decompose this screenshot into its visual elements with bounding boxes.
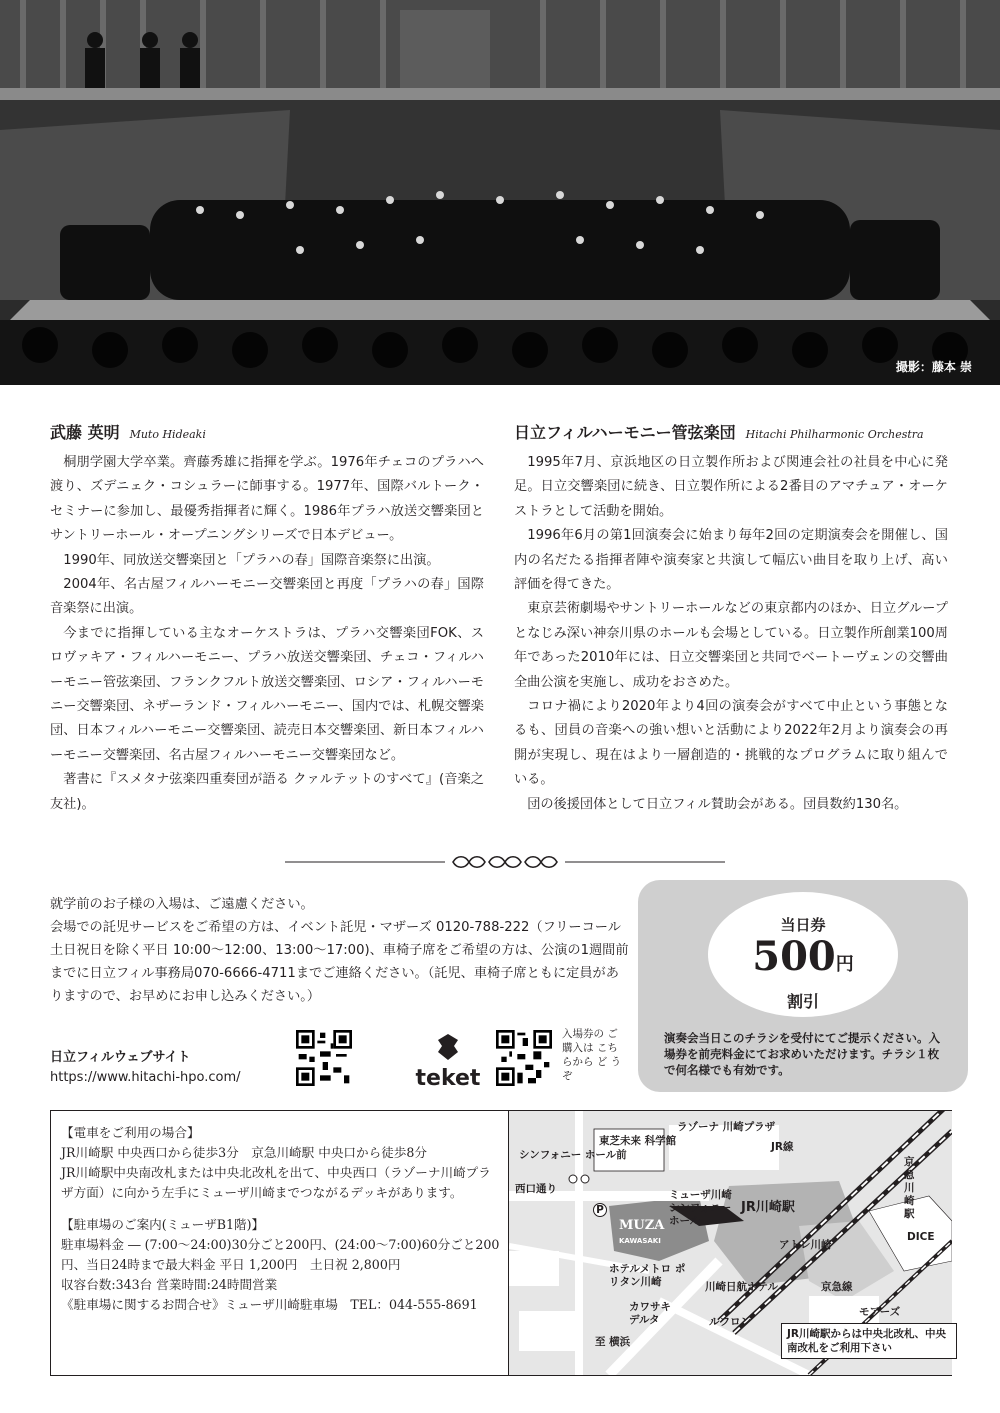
orchestra-heading — [514, 420, 948, 443]
access-box — [50, 1110, 952, 1376]
website-url[interactable]: https://www.hitachi-hpo.com/ — [50, 1070, 241, 1085]
website-title: 日立フィルウェブサイト — [50, 1050, 191, 1065]
map-label-parking: P — [593, 1203, 607, 1217]
map-label-atre: アトレ川崎 — [779, 1239, 832, 1251]
orchestra-paragraph: コロナ禍により2020年より4回の演奏会がすべて中止という事態となるも、団員の音楽への強い想いと活動により2022年2月より演奏会の再開が実現し、現在はより一層創造的・挑戦的なプログラムに取り組んでいる。 — [514, 699, 948, 788]
discount-label: 当日券 — [780, 916, 826, 934]
parking-line: 収容台数:343台 営業時間:24時間営業 — [61, 1277, 278, 1292]
map-label-keikyu-station: 京急川崎駅 — [904, 1156, 915, 1220]
teket-logo-text: teket — [415, 1066, 481, 1091]
notice-line: 会場での託児サービスをご希望の方は、イベント託児・マザーズ 0120-788-222（フリーコール 土日祝日を除く平日 10:00～12:00、13:00～17:00)、車椅子席をご希望の方は、公演の1週間前までに日立フィル事務局070-6666-4711までご連絡ください。（託児、車椅子席ともに定員がありますので、お早めにお申し込みください。） — [50, 920, 629, 1004]
map-station-note: JR川崎駅からは中央北改札、中央南改札をご利用下さい — [781, 1323, 957, 1359]
map-label-muza-logo: MUZA — [619, 1218, 665, 1233]
ticket-icon — [434, 1032, 462, 1062]
website-qr-code-icon[interactable] — [296, 1030, 352, 1086]
map-label-muza-sub: KAWASAKI — [619, 1237, 661, 1245]
photo-credit: 撮影：藤本 崇 — [895, 360, 972, 374]
map-label-lufuron: ルフロン — [709, 1316, 751, 1328]
notice-line: 就学前のお子様の入場は、ご遠慮ください。 — [50, 897, 314, 912]
discount-amount-value: 500 — [752, 933, 836, 980]
map-label-route: 至 横浜 — [595, 1336, 631, 1348]
orchestra-paragraph: 1996年6月の第1回演奏会に始まり毎年2回の定期演奏会を開催し、国内の名だたる指揮者陣や演奏家と共演して幅広い曲目を取り上げ、高い評価を得てきた。 — [514, 528, 948, 593]
orchestra-name: 日立フィルハーモニー管弦楽団 — [514, 423, 736, 442]
discount-description: 演奏会当日このチラシを受付にてご提示ください。入場券を前売料金にてお求めいただけます。チラシ１枚で何名様でも有効です。 — [664, 1031, 940, 1077]
access-text — [61, 1123, 501, 1315]
train-line: JR川崎駅中央南改札または中央北改札を出て、中央西口（ラゾーナ川崎プラザ方面）に向かう左手にミューザ川崎までつながるデッキがあります。 — [61, 1165, 491, 1200]
conductor-heading — [50, 420, 484, 443]
map-label-jr-line: JR線 — [771, 1141, 794, 1153]
conductor-paragraph: 1990年、同放送交響楽団と「プラハの春」国際音楽祭に出演。 — [63, 552, 440, 568]
map-label-jr-station: JR川崎駅 — [741, 1200, 795, 1215]
discount-amount — [708, 933, 898, 989]
parking-line: 《駐車場に関するお問合せ》ミューザ川崎駐車場 TEL：044-555-8691 — [61, 1297, 478, 1312]
admission-notice — [50, 893, 630, 1008]
map-label-metropolitan: ホテルメトロ ポリタン川崎 — [609, 1263, 686, 1288]
orchestra-paragraph: 団の後援団体として日立フィル賛助会がある。団員数約130名。 — [527, 796, 908, 812]
map-label-lazona: ラゾーナ 川崎プラザ — [677, 1121, 776, 1133]
conductor-name-en: Muto Hideaki — [129, 428, 206, 441]
train-heading: 【電車をご利用の場合】 — [61, 1125, 200, 1140]
ornament-divider — [285, 853, 725, 871]
teket-logo[interactable] — [408, 1032, 488, 1091]
map-label-toshiba: 東芝未来 科学館 — [599, 1135, 677, 1147]
spacer — [61, 1203, 501, 1215]
map-label-nikko: 川崎日航ホテル — [705, 1281, 778, 1293]
orchestra-profile — [514, 420, 948, 817]
orchestra-name-en: Hitachi Philharmonic Orchestra — [745, 428, 924, 441]
map-label-dice: DICE — [907, 1231, 935, 1243]
discount-unit: 円 — [835, 954, 854, 975]
map-label-delta: カワサキ デルタ — [629, 1301, 671, 1326]
conductor-paragraph: 今までに指揮している主なオーケストラは、プラハ交響楽団FOK、スロヴァキア・フィルハーモニー、プラハ放送交響楽団、チェコ・フィルハーモニー管弦楽団、フランクフルト放送交響楽団、ロシア・フィルハーモニー交響楽団、ネザーランド・フィルハーモニー、国内では、札幌交響楽団、日本フィルハーモニー交響楽団、読売日本交響楽団、新日本フィルハーモニー交響楽団、名古屋フィルハーモニー交響楽団など。 — [50, 625, 484, 763]
teket-purchase-text: 入場券の ご購入は こちらから ど う ぞ — [562, 1028, 622, 1082]
website-info — [50, 1048, 241, 1088]
map-label-mores: モアーズ — [859, 1306, 901, 1318]
ticket-discount-panel — [638, 880, 968, 1092]
map-label-muza-hall: ミューザ川崎 シンフォニー ホール — [669, 1189, 732, 1227]
conductor-name: 武藤 英明 — [50, 423, 120, 442]
conductor-paragraph: 2004年、名古屋フィルハーモニー交響楽団と再度「プラハの春」国際音楽祭に出演。 — [50, 577, 484, 617]
orchestra-photo — [0, 0, 1000, 385]
conductor-paragraph: 著書に『スメタナ弦楽四重奏団が語る クァルテットのすべて』(音楽之友社)。 — [50, 772, 484, 812]
teket-qr-code-icon[interactable] — [496, 1030, 552, 1086]
conductor-paragraph: 桐朋学園大学卒業。齊藤秀雄に指揮を学ぶ。1976年チェコのプラハへ渡り、ズデニェク・コシュラーに師事する。1977年、国際バルトーク・セミナーに参加し、最優秀指揮者に輝く。1986年プラハ放送交響楽団とサントリーホール・オープニングシリーズで日本デビュー。 — [50, 455, 484, 544]
discount-suffix: 割引 — [786, 992, 819, 1011]
access-map — [508, 1111, 952, 1375]
parking-heading: 【駐車場のご案内(ミューザB1階)】 — [61, 1217, 265, 1232]
parking-line: 駐車場料金 ― (7:00～24:00)30分ごと200円、(24:00～7:00)60分ごと200円、当日24時まで最大料金 平日 1,200円 土日祝 2,800円 — [61, 1237, 500, 1272]
orchestra-paragraph: 1995年7月、京浜地区の日立製作所および関連会社の社員を中心に発足。日立交響楽団に続き、日立製作所による2番目のアマチュア・オーケストラとして活動を開始。 — [514, 455, 948, 519]
map-label-west-street: 西口通り — [515, 1183, 557, 1195]
orchestra-paragraph: 東京芸術劇場やサントリーホールなどの東京都内のほか、日立グループとなじみ深い神奈川県のホールも会場としている。日立製作所創業100周年であった2010年には、日立交響楽団と共同でベートーヴェンの交響曲全曲公演を実施し、成功をおさめた。 — [514, 601, 948, 690]
train-line: JR川崎駅 中央西口から徒歩3分 京急川崎駅 中央口から徒歩8分 — [61, 1145, 427, 1160]
conductor-profile — [50, 420, 484, 817]
concert-hall-illustration — [0, 0, 1000, 385]
discount-badge — [708, 892, 898, 1017]
map-label-symphony-front: シンフォニー ホール前 — [519, 1149, 627, 1161]
map-label-keikyu-line: 京急線 — [821, 1281, 853, 1293]
